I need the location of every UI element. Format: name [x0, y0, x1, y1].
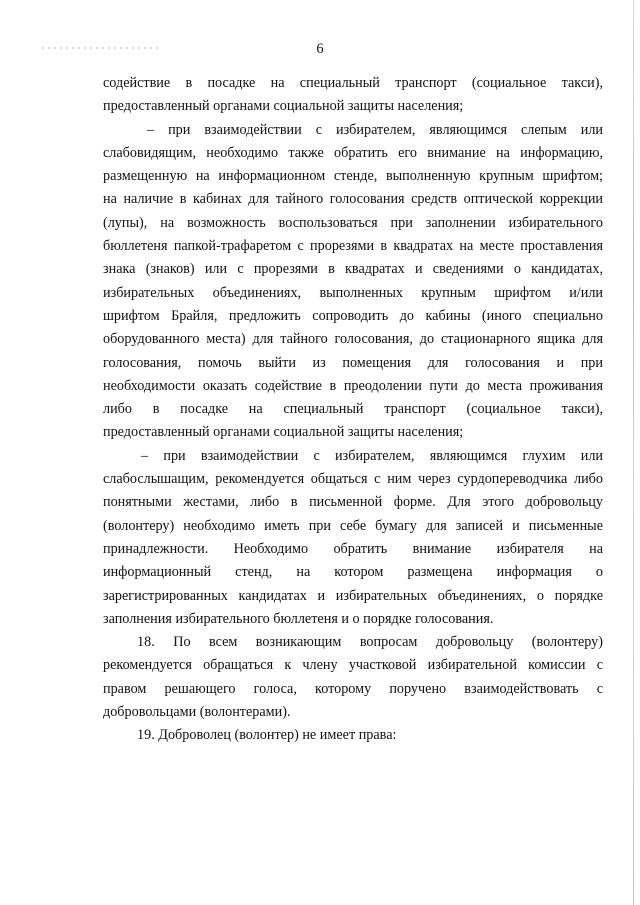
- text-line: (лупы), на возможность воспользоваться при заполнении избирательного: [103, 214, 603, 231]
- scan-edge-artifact: [633, 0, 634, 905]
- text-line: добровольцами (волонтерами).: [103, 704, 291, 721]
- text-line: информационный стенд, на котором размещена информация о: [103, 564, 603, 581]
- text-line: 19. Доброволец (волонтер) не имеет права:: [137, 727, 397, 744]
- text-line: предоставленный органами социальной защиты населения;: [103, 424, 464, 441]
- text-line: на наличие в кабинах для тайного голосования средств оптической коррекции: [103, 191, 603, 208]
- text-line: голосования, помочь выйти из помещения для голосования и при: [103, 354, 603, 371]
- text-line: понятными жестами, либо в письменной форме. Для этого добровольцу: [103, 494, 603, 511]
- text-line: рекомендуется обращаться к члену участковой избирательной комиссии с: [103, 657, 603, 674]
- text-line: избирательных объединениях, выполненных крупным шрифтом и/или: [103, 284, 603, 301]
- text-line: предоставленный органами социальной защиты населения;: [103, 98, 464, 115]
- text-line: шрифтом Брайля, предложить сопроводить до кабины (иного специально: [103, 307, 603, 324]
- document-body: [103, 72, 603, 748]
- text-line: слабослышащим, рекомендуется общаться с ним через сурдопереводчика либо: [103, 471, 603, 488]
- text-line: (волонтеру) необходимо иметь при себе бумагу для записей и письменные: [103, 517, 603, 534]
- text-line: принадлежности. Необходимо обратить внимание избирателя на: [103, 540, 603, 557]
- text-line: бюллетеня папкой-трафаретом с прорезями в квадратах на месте проставления: [103, 238, 603, 255]
- text-line: – при взаимодействии с избирателем, являющимся глухим или: [141, 447, 603, 464]
- text-line: знака (знаков) или с прорезями в квадратах и сведениями о кандидатах,: [103, 261, 603, 278]
- text-line: – при взаимодействии с избирателем, являющимся слепым или: [147, 121, 603, 138]
- text-line: слабовидящим, необходимо также обратить его внимание на информацию,: [103, 144, 603, 161]
- text-line: 18. По всем возникающим вопросам добровольцу (волонтеру): [137, 634, 603, 651]
- text-line: зарегистрированных кандидатах и избирательных объединениях, о порядке: [103, 587, 603, 604]
- text-line: размещенную на информационном стенде, выполненную крупным шрифтом;: [103, 168, 603, 185]
- page-number: 6: [316, 41, 324, 57]
- text-line: необходимости оказать содействие в преодолении пути до места проживания: [103, 377, 603, 394]
- text-line: правом решающего голоса, которому поручено взаимодействовать с: [103, 680, 603, 697]
- text-line: содействие в посадке на специальный транспорт (социальное такси),: [103, 75, 603, 91]
- text-line: либо в посадке на специальный транспорт (социальное такси),: [103, 401, 603, 418]
- text-line: оборудованного места) для тайного голосования, до стационарного ящика для: [103, 331, 603, 348]
- text-line: заполнения избирательного бюллетеня и о порядке голосования.: [103, 610, 494, 627]
